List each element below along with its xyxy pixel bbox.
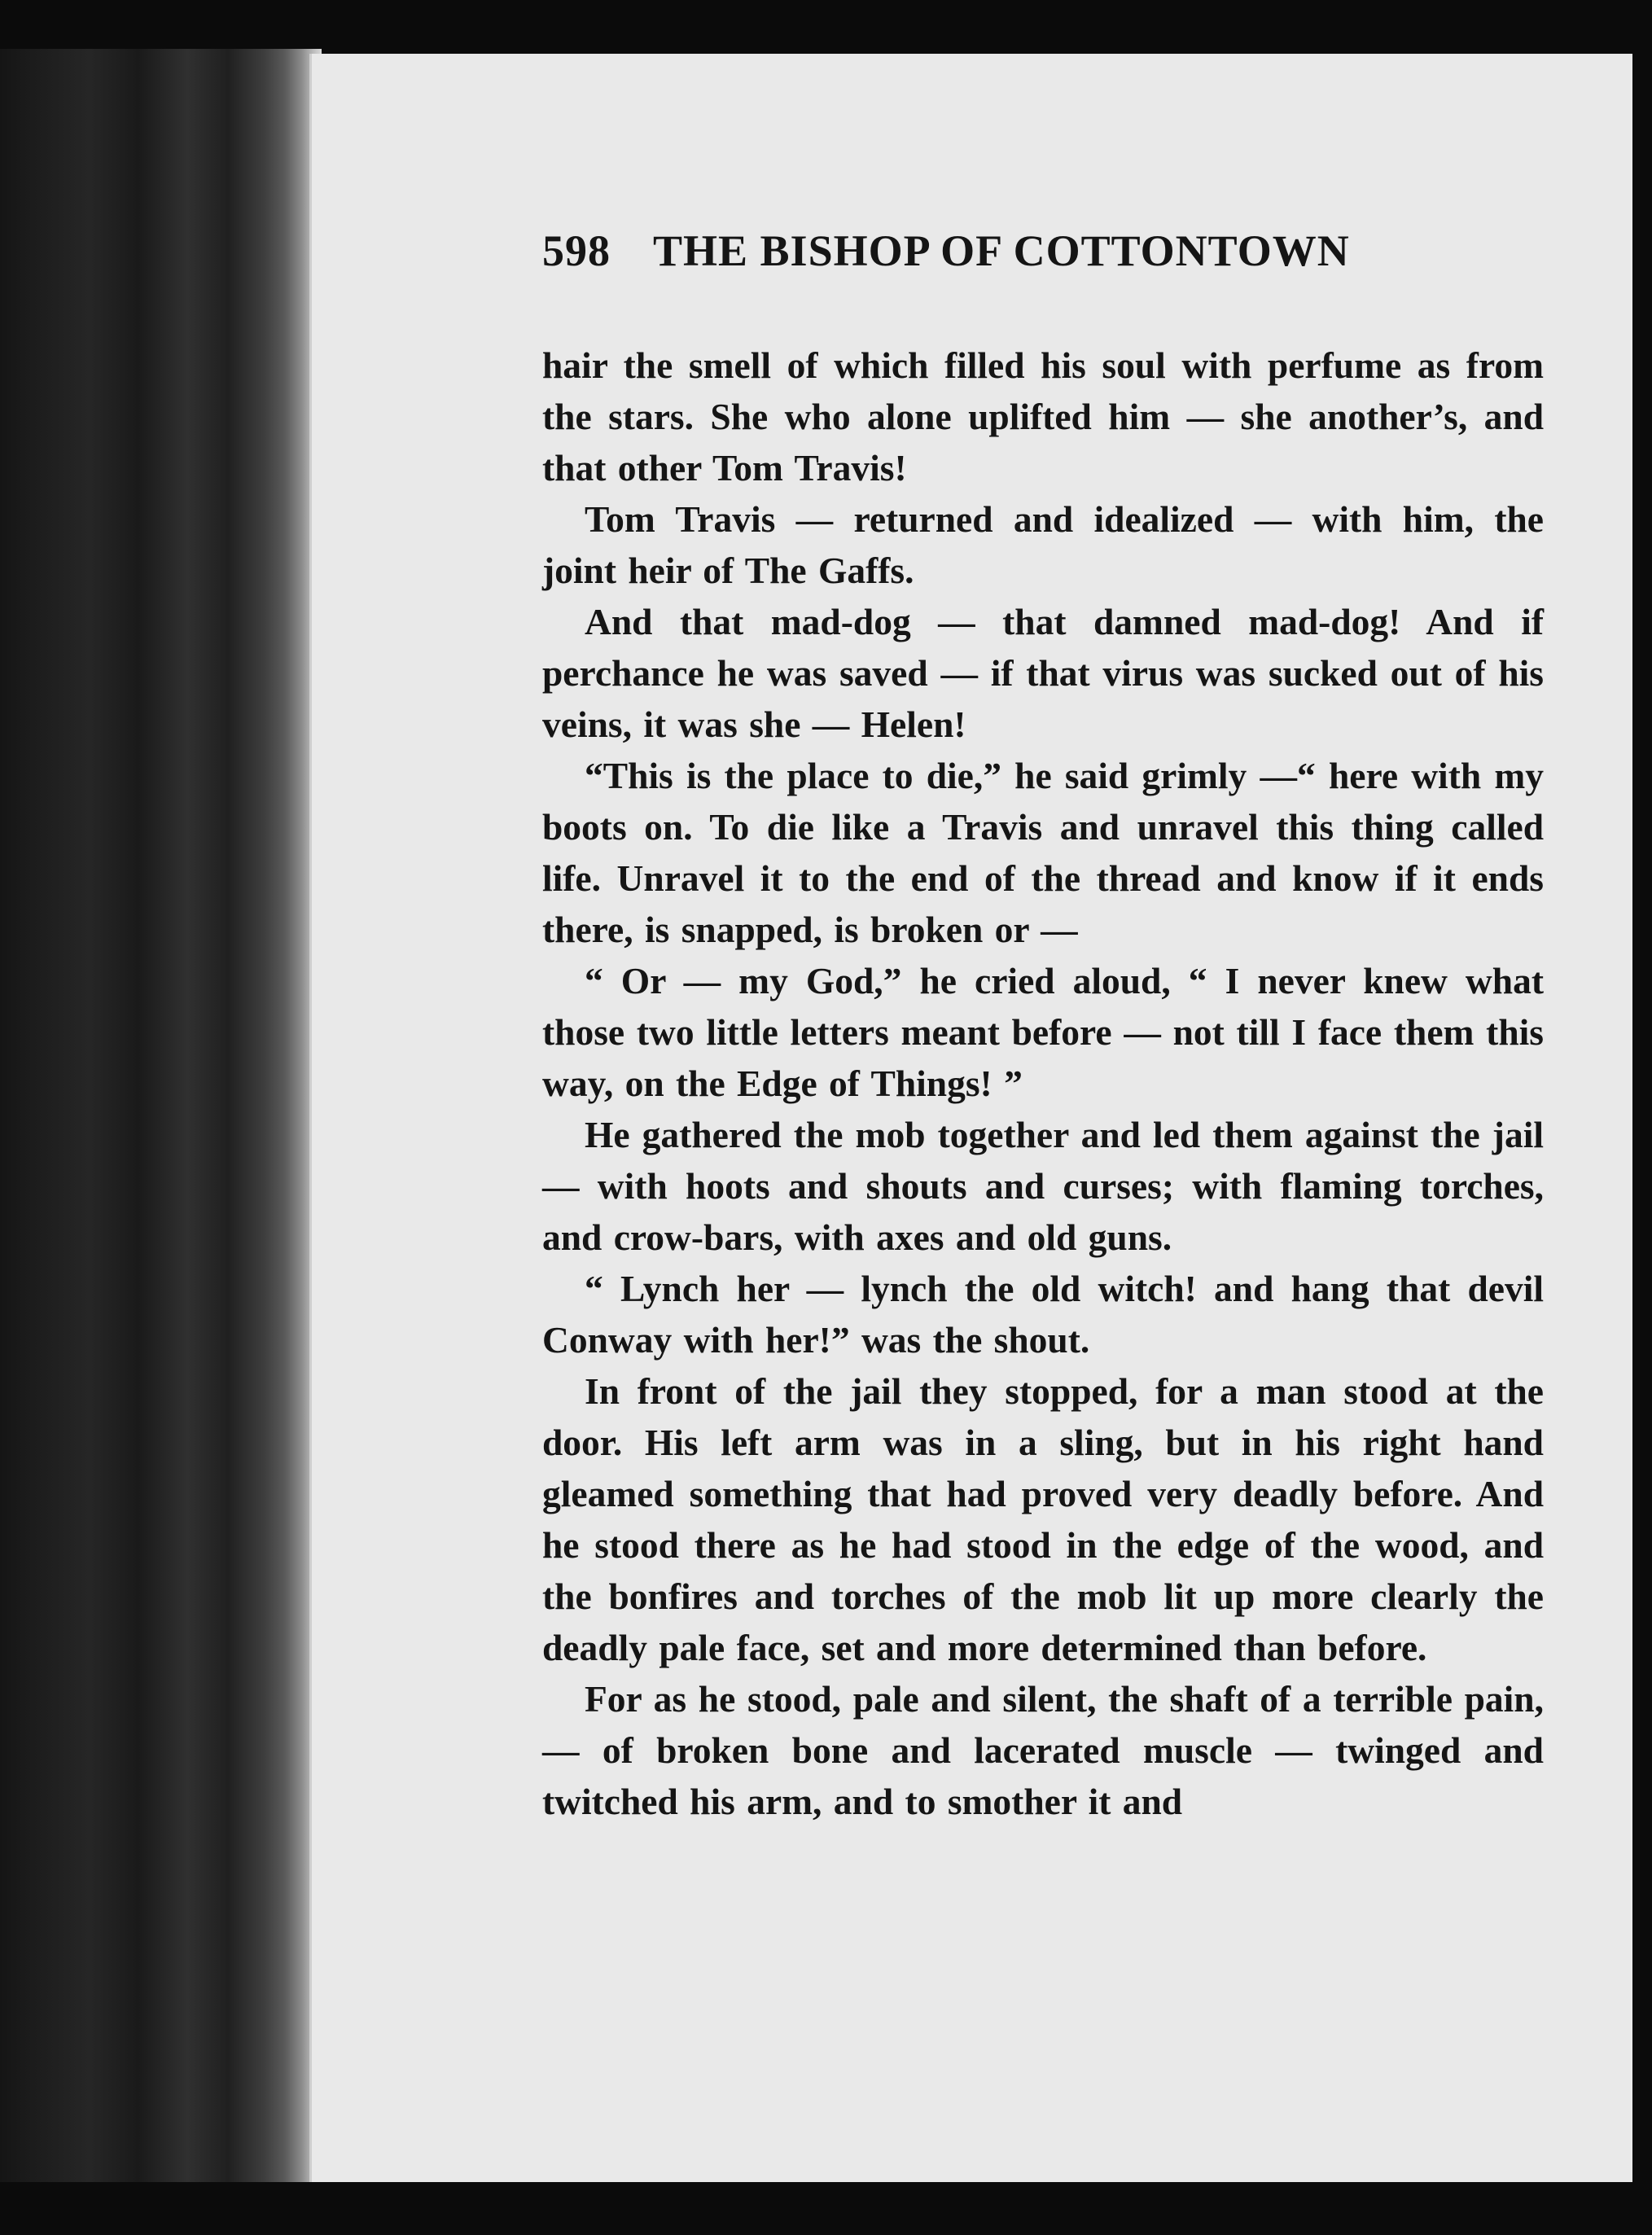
book-page: [309, 54, 1632, 2182]
paragraph: He gathered the mob together and led them against the jail — with hoots and shouts and curses; with flaming torches, and crow-bars, with axes and old guns.: [542, 1114, 1544, 1258]
running-head: [542, 226, 1544, 340]
paragraph: In front of the jail they stopped, for a man stood at the door. His left arm was in a sling, but in his right hand gleamed something that had proved very deadly before. And he stood there as he had stood in the edge of the wood, and the bonfires and torches of the mob lit up more clearly the deadly pale face, set and more determined than before.: [542, 1370, 1544, 1668]
paragraph: Tom Travis — returned and idealized — with him, the joint heir of The Gaffs.: [542, 498, 1544, 591]
paragraph: “This is the place to die,” he said grimly —“ here with my boots on. To die like a Travis and unravel this thing called life. Unravel it to the end of the thread and know if it ends there, is snapped, is broken or —: [542, 755, 1544, 950]
paragraph: “ Or — my God,” he cried aloud, “ I never knew what those two little letters meant before — not till I face them this way, on the Edge of Things! ”: [542, 960, 1544, 1104]
paragraph: “ Lynch her — lynch the old witch! and hang that devil Conway with her!” was the shout.: [542, 1268, 1544, 1361]
page-number: 598: [542, 226, 611, 275]
paragraph: hair the smell of which filled his soul with perfume as from the stars. She who alone uplifted him — she another’s, and that other Tom Travis!: [542, 344, 1544, 489]
running-title: THE BISHOP OF COTTONTOWN: [653, 226, 1350, 275]
paragraph: For as he stood, pale and silent, the shaft of a terrible pain,— of broken bone and lacerated muscle — twinged and twitched his arm, and to smother it and: [542, 1678, 1544, 1822]
paragraph: And that mad-dog — that damned mad-dog! And if perchance he was saved — if that virus was sucked out of his veins, it was she — Helen!: [542, 601, 1544, 745]
page-text-block: [542, 226, 1544, 1827]
book-spine-shadow: [0, 49, 322, 2182]
